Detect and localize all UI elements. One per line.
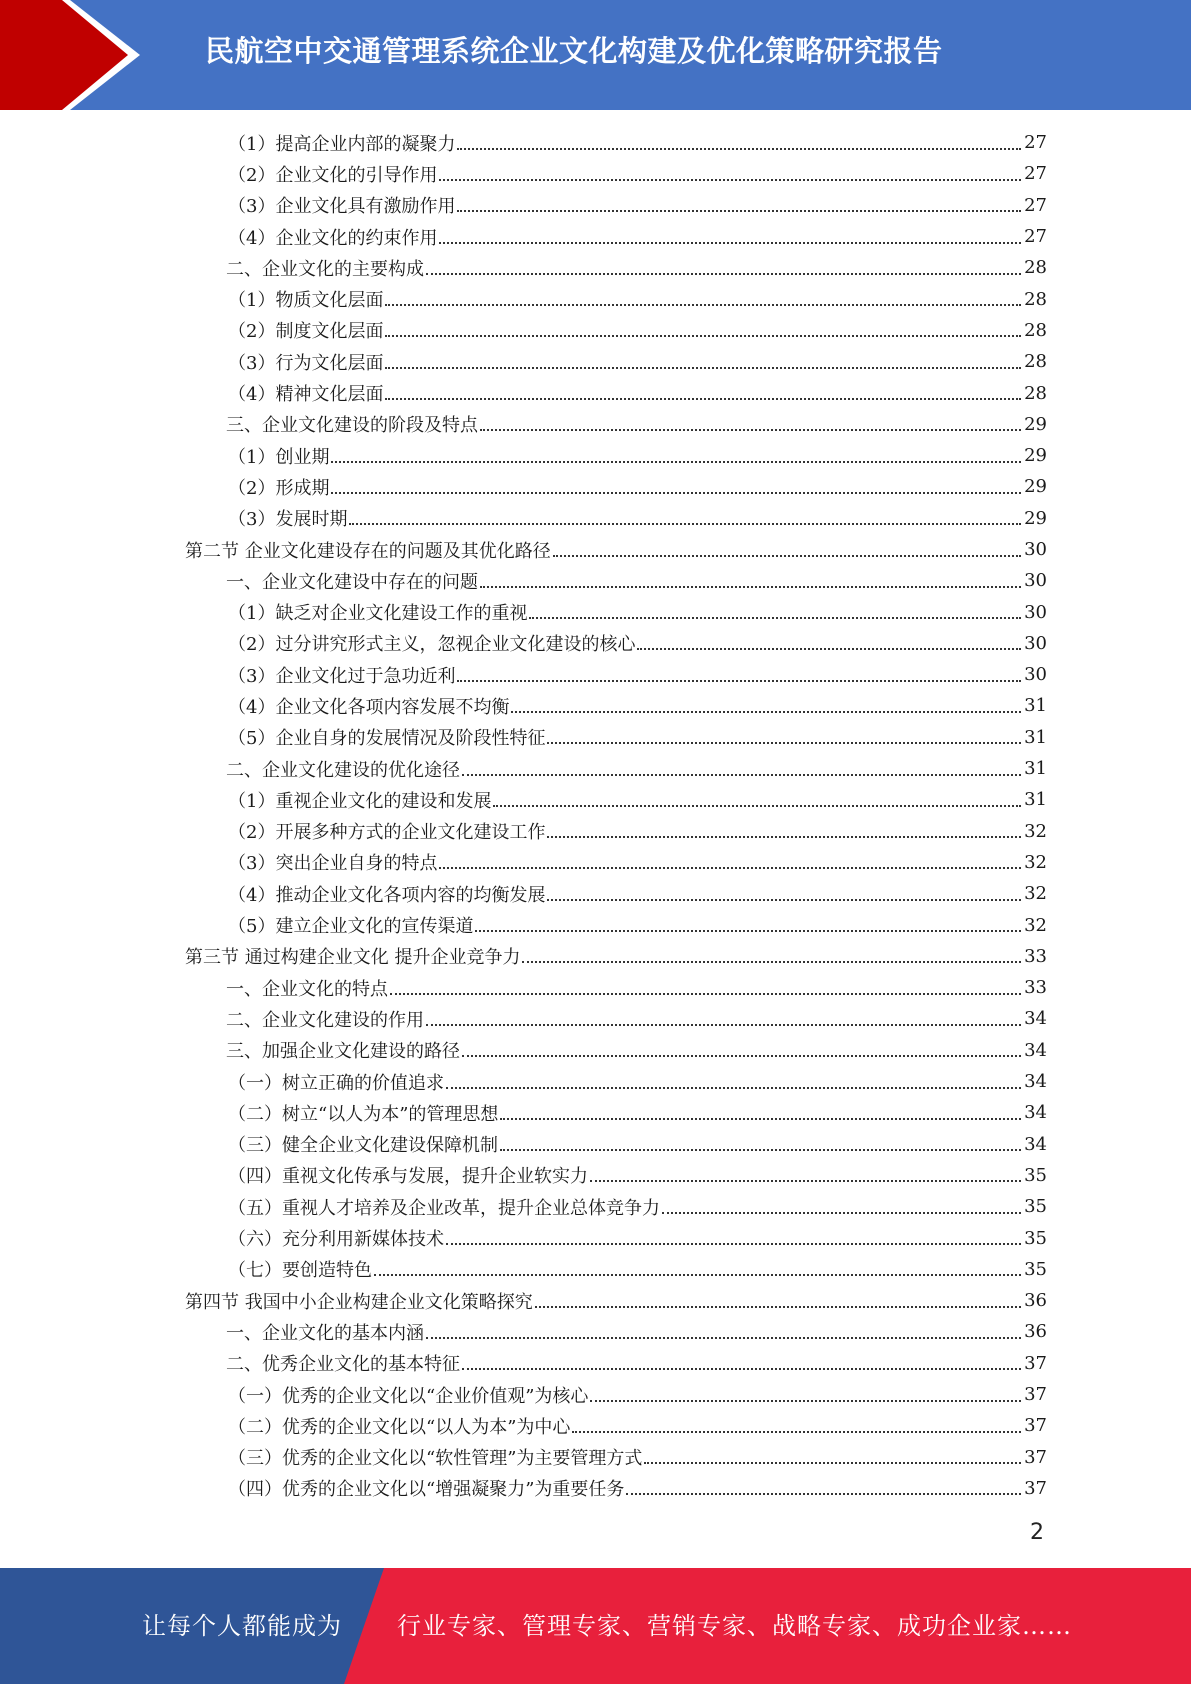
toc-entry-label: （一）树立正确的价值追求 bbox=[228, 1072, 444, 1094]
toc-entry-label: （4）企业文化的约束作用 bbox=[228, 227, 438, 249]
toc-entry-page: 28 bbox=[1024, 257, 1047, 279]
toc-entry-label: （四）重视文化传承与发展，提升企业软实力 bbox=[228, 1166, 588, 1188]
toc-entry[interactable] bbox=[0, 1285, 1191, 1316]
toc-entry[interactable] bbox=[0, 628, 1191, 659]
toc-dot-leader bbox=[480, 429, 1021, 431]
toc-dot-leader bbox=[529, 617, 1021, 619]
footer-expert-list: 行业专家、管理专家、营销专家、战略专家、成功企业家…… bbox=[397, 1612, 1072, 1640]
toc-entry[interactable] bbox=[0, 972, 1191, 1003]
toc-entry-page: 35 bbox=[1024, 1227, 1047, 1249]
toc-dot-leader bbox=[385, 304, 1021, 306]
toc-entry[interactable] bbox=[0, 941, 1191, 972]
toc-dot-leader bbox=[439, 242, 1021, 244]
toc-dot-leader bbox=[457, 680, 1021, 682]
toc-entry-label: （七）要创造特色 bbox=[228, 1260, 372, 1282]
toc-entry[interactable] bbox=[0, 847, 1191, 878]
toc-entry-label: （一）优秀的企业文化以“企业价值观”为核心 bbox=[228, 1385, 589, 1407]
toc-entry-label: （5）企业自身的发展情况及阶段性特征 bbox=[228, 728, 546, 750]
toc-entry[interactable] bbox=[0, 221, 1191, 252]
toc-dot-leader bbox=[385, 335, 1021, 337]
toc-entry[interactable] bbox=[0, 252, 1191, 283]
toc-entry-page: 31 bbox=[1024, 758, 1047, 780]
toc-dot-leader bbox=[439, 867, 1021, 869]
toc-dot-leader bbox=[547, 899, 1021, 901]
toc-entry-label: 一、企业文化的基本内涵 bbox=[226, 1322, 424, 1344]
toc-entry-page: 29 bbox=[1024, 476, 1047, 498]
toc-entry-label: （2）企业文化的引导作用 bbox=[228, 164, 438, 186]
toc-entry-label: （2）制度文化层面 bbox=[228, 321, 384, 343]
toc-dot-leader bbox=[426, 1337, 1021, 1339]
toc-entry-page: 29 bbox=[1024, 445, 1047, 467]
toc-entry[interactable] bbox=[0, 690, 1191, 721]
toc-entry-label: （3）行为文化层面 bbox=[228, 352, 384, 374]
toc-entry-page: 33 bbox=[1024, 945, 1047, 967]
toc-entry-label: 二、优秀企业文化的基本特征 bbox=[226, 1354, 460, 1376]
toc-entry-page: 32 bbox=[1024, 914, 1047, 936]
toc-dot-leader bbox=[349, 523, 1021, 525]
toc-dot-leader bbox=[626, 1493, 1021, 1495]
toc-entry-page: 37 bbox=[1024, 1477, 1047, 1499]
toc-entry[interactable] bbox=[0, 1035, 1191, 1066]
toc-entry-page: 37 bbox=[1024, 1384, 1047, 1406]
toc-entry-page: 35 bbox=[1024, 1196, 1047, 1218]
toc-entry-label: 一、企业文化的特点 bbox=[226, 978, 388, 1000]
toc-entry-page: 27 bbox=[1024, 163, 1047, 185]
toc-dot-leader bbox=[462, 774, 1021, 776]
toc-entry-label: （5）建立企业文化的宣传渠道 bbox=[228, 916, 474, 938]
toc-dot-leader bbox=[572, 1431, 1021, 1433]
toc-entry-page: 34 bbox=[1024, 1008, 1047, 1030]
toc-entry-page: 29 bbox=[1024, 507, 1047, 529]
toc-entry[interactable] bbox=[0, 534, 1191, 565]
toc-dot-leader bbox=[547, 836, 1021, 838]
toc-entry[interactable] bbox=[0, 659, 1191, 690]
toc-entry[interactable] bbox=[0, 816, 1191, 847]
toc-dot-leader bbox=[637, 648, 1021, 650]
toc-entry-page: 31 bbox=[1024, 726, 1047, 748]
toc-entry-label: （2）过分讲究形式主义，忽视企业文化建设的核心 bbox=[228, 634, 636, 656]
toc-dot-leader bbox=[331, 461, 1021, 463]
toc-entry-label: （1）创业期 bbox=[228, 446, 330, 468]
toc-entry[interactable] bbox=[0, 1097, 1191, 1128]
toc-dot-leader bbox=[331, 492, 1021, 494]
toc-entry-label: （3）企业文化过于急功近利 bbox=[228, 665, 456, 687]
toc-entry-page: 36 bbox=[1024, 1321, 1047, 1343]
toc-dot-leader bbox=[390, 993, 1021, 995]
toc-dot-leader bbox=[385, 367, 1021, 369]
toc-entry-page: 32 bbox=[1024, 820, 1047, 842]
toc-entry-label: （二）优秀的企业文化以“以人为本”为中心 bbox=[228, 1416, 571, 1438]
toc-entry-page: 30 bbox=[1024, 601, 1047, 623]
toc-dot-leader bbox=[547, 742, 1021, 744]
toc-entry-label: （四）优秀的企业文化以“增强凝聚力”为重要任务 bbox=[228, 1479, 625, 1501]
toc-entry[interactable] bbox=[0, 377, 1191, 408]
toc-entry[interactable] bbox=[0, 1473, 1191, 1504]
toc-entry[interactable] bbox=[0, 1222, 1191, 1253]
toc-entry[interactable] bbox=[0, 1316, 1191, 1347]
toc-entry-label: （4）企业文化各项内容发展不均衡 bbox=[228, 696, 510, 718]
toc-entry[interactable] bbox=[0, 753, 1191, 784]
toc-entry-label: 三、企业文化建设的阶段及特点 bbox=[226, 415, 478, 437]
page-number: 2 bbox=[1030, 1520, 1044, 1545]
toc-entry-label: （三）优秀的企业文化以“软性管理”为主要管理方式 bbox=[228, 1448, 643, 1470]
toc-dot-leader bbox=[500, 1118, 1021, 1120]
toc-entry[interactable] bbox=[0, 784, 1191, 815]
toc-entry-page: 36 bbox=[1024, 1290, 1047, 1312]
toc-entry-page: 28 bbox=[1024, 288, 1047, 310]
toc-entry-label: （1）缺乏对企业文化建设工作的重视 bbox=[228, 603, 528, 625]
report-title: 民航空中交通管理系统企业文化构建及优化策略研究报告 bbox=[205, 34, 943, 68]
toc-entry-label: （2）形成期 bbox=[228, 477, 330, 499]
toc-entry-label: 二、企业文化建设的优化途径 bbox=[226, 759, 460, 781]
toc-entry-page: 30 bbox=[1024, 539, 1047, 560]
toc-dot-leader bbox=[480, 586, 1021, 588]
toc-dot-leader bbox=[535, 1306, 1021, 1308]
toc-dot-leader bbox=[644, 1462, 1021, 1464]
toc-entry-label: （3）突出企业自身的特点 bbox=[228, 853, 438, 875]
toc-entry[interactable] bbox=[0, 440, 1191, 471]
toc-entry-label: 第三节 通过构建企业文化 提升企业竞争力 bbox=[185, 947, 521, 969]
toc-entry-page: 37 bbox=[1024, 1352, 1047, 1374]
toc-entry-label: （4）推动企业文化各项内容的均衡发展 bbox=[228, 884, 546, 906]
toc-dot-leader bbox=[522, 961, 1021, 963]
toc-dot-leader bbox=[511, 711, 1021, 713]
toc-entry[interactable] bbox=[0, 596, 1191, 627]
toc-entry-page: 29 bbox=[1024, 413, 1047, 435]
toc-entry-page: 34 bbox=[1024, 1133, 1047, 1155]
toc-entry-page: 35 bbox=[1024, 1258, 1047, 1280]
toc-entry-page: 32 bbox=[1024, 883, 1047, 905]
toc-dot-leader bbox=[446, 1243, 1021, 1245]
toc-dot-leader bbox=[374, 1274, 1021, 1276]
toc-entry-page: 34 bbox=[1024, 1102, 1047, 1124]
toc-entry[interactable] bbox=[0, 158, 1191, 189]
toc-entry[interactable] bbox=[0, 127, 1191, 158]
toc-dot-leader bbox=[500, 1149, 1021, 1151]
toc-entry[interactable] bbox=[0, 1003, 1191, 1034]
toc-entry-page: 37 bbox=[1024, 1415, 1047, 1437]
toc-entry[interactable] bbox=[0, 878, 1191, 909]
toc-entry[interactable] bbox=[0, 722, 1191, 753]
toc-entry-page: 30 bbox=[1024, 632, 1047, 654]
toc-entry-label: 二、企业文化的主要构成 bbox=[226, 258, 424, 280]
toc-dot-leader bbox=[426, 273, 1021, 275]
header-arrow-icon bbox=[0, 0, 200, 110]
toc-entry[interactable] bbox=[0, 190, 1191, 221]
toc-entry[interactable] bbox=[0, 503, 1191, 534]
toc-dot-leader bbox=[462, 1055, 1021, 1057]
toc-entry[interactable] bbox=[0, 1441, 1191, 1472]
toc-entry-page: 35 bbox=[1024, 1164, 1047, 1186]
footer-banner bbox=[0, 1568, 1191, 1684]
toc-dot-leader bbox=[590, 1400, 1021, 1402]
toc-entry-page: 33 bbox=[1024, 977, 1047, 999]
toc-entry-label: （1）物质文化层面 bbox=[228, 290, 384, 312]
toc-entry-label: 二、企业文化建设的作用 bbox=[226, 1009, 424, 1031]
toc-dot-leader bbox=[590, 1180, 1021, 1182]
toc-entry-label: （1）提高企业内部的凝聚力 bbox=[228, 133, 456, 155]
toc-entry-page: 34 bbox=[1024, 1071, 1047, 1093]
toc-entry[interactable] bbox=[0, 1379, 1191, 1410]
toc-dot-leader bbox=[493, 805, 1021, 807]
toc-entry-page: 37 bbox=[1024, 1446, 1047, 1468]
table-of-contents bbox=[0, 127, 1191, 1504]
toc-entry-page: 27 bbox=[1024, 132, 1047, 154]
toc-entry[interactable] bbox=[0, 1254, 1191, 1285]
toc-dot-leader bbox=[446, 1087, 1021, 1089]
toc-dot-leader bbox=[426, 1024, 1021, 1026]
toc-entry-label: 一、企业文化建设中存在的问题 bbox=[226, 571, 478, 593]
toc-entry-label: 第四节 我国中小企业构建企业文化策略探究 bbox=[185, 1291, 533, 1313]
toc-dot-leader bbox=[462, 1368, 1021, 1370]
toc-entry[interactable] bbox=[0, 565, 1191, 596]
toc-entry-label: 第二节 企业文化建设存在的问题及其优化路径 bbox=[185, 540, 551, 562]
toc-entry[interactable] bbox=[0, 409, 1191, 440]
toc-entry-label: （二）树立“以人为本”的管理思想 bbox=[228, 1103, 499, 1125]
toc-dot-leader bbox=[439, 179, 1021, 181]
footer-slogan: 让每个人都能成为 bbox=[142, 1612, 342, 1640]
toc-entry-label: （五）重视人才培养及企业改革，提升企业总体竞争力 bbox=[228, 1197, 660, 1219]
toc-entry[interactable] bbox=[0, 1160, 1191, 1191]
toc-entry-label: （4）精神文化层面 bbox=[228, 384, 384, 406]
toc-dot-leader bbox=[662, 1212, 1021, 1214]
toc-entry-page: 30 bbox=[1024, 570, 1047, 592]
toc-entry[interactable] bbox=[0, 346, 1191, 377]
toc-entry[interactable] bbox=[0, 1191, 1191, 1222]
toc-entry-page: 31 bbox=[1024, 789, 1047, 811]
toc-entry-page: 28 bbox=[1024, 382, 1047, 404]
toc-entry-label: （三）健全企业文化建设保障机制 bbox=[228, 1135, 498, 1157]
toc-entry[interactable] bbox=[0, 1410, 1191, 1441]
toc-dot-leader bbox=[457, 148, 1021, 150]
toc-entry-page: 30 bbox=[1024, 664, 1047, 686]
toc-entry-label: （3）企业文化具有激励作用 bbox=[228, 196, 456, 218]
toc-entry-label: （2）开展多种方式的企业文化建设工作 bbox=[228, 822, 546, 844]
toc-entry[interactable] bbox=[0, 315, 1191, 346]
toc-entry-label: （1）重视企业文化的建设和发展 bbox=[228, 790, 492, 812]
toc-entry-page: 28 bbox=[1024, 351, 1047, 373]
toc-dot-leader bbox=[385, 398, 1021, 400]
toc-entry[interactable] bbox=[0, 1129, 1191, 1160]
toc-entry-page: 32 bbox=[1024, 851, 1047, 873]
toc-entry[interactable] bbox=[0, 909, 1191, 940]
toc-entry[interactable] bbox=[0, 283, 1191, 314]
toc-entry-label: （六）充分利用新媒体技术 bbox=[228, 1229, 444, 1251]
toc-entry-label: 三、加强企业文化建设的路径 bbox=[226, 1041, 460, 1063]
toc-entry-label: （3）发展时期 bbox=[228, 509, 348, 531]
toc-entry-page: 34 bbox=[1024, 1039, 1047, 1061]
toc-entry-page: 28 bbox=[1024, 319, 1047, 341]
toc-entry[interactable] bbox=[0, 1066, 1191, 1097]
toc-entry-page: 27 bbox=[1024, 226, 1047, 248]
toc-dot-leader bbox=[475, 930, 1021, 932]
report-header bbox=[0, 0, 1191, 110]
toc-dot-leader bbox=[553, 555, 1021, 557]
toc-entry-page: 27 bbox=[1024, 194, 1047, 216]
toc-dot-leader bbox=[457, 210, 1021, 212]
toc-entry[interactable] bbox=[0, 471, 1191, 502]
toc-entry[interactable] bbox=[0, 1348, 1191, 1379]
toc-entry-page: 31 bbox=[1024, 695, 1047, 717]
